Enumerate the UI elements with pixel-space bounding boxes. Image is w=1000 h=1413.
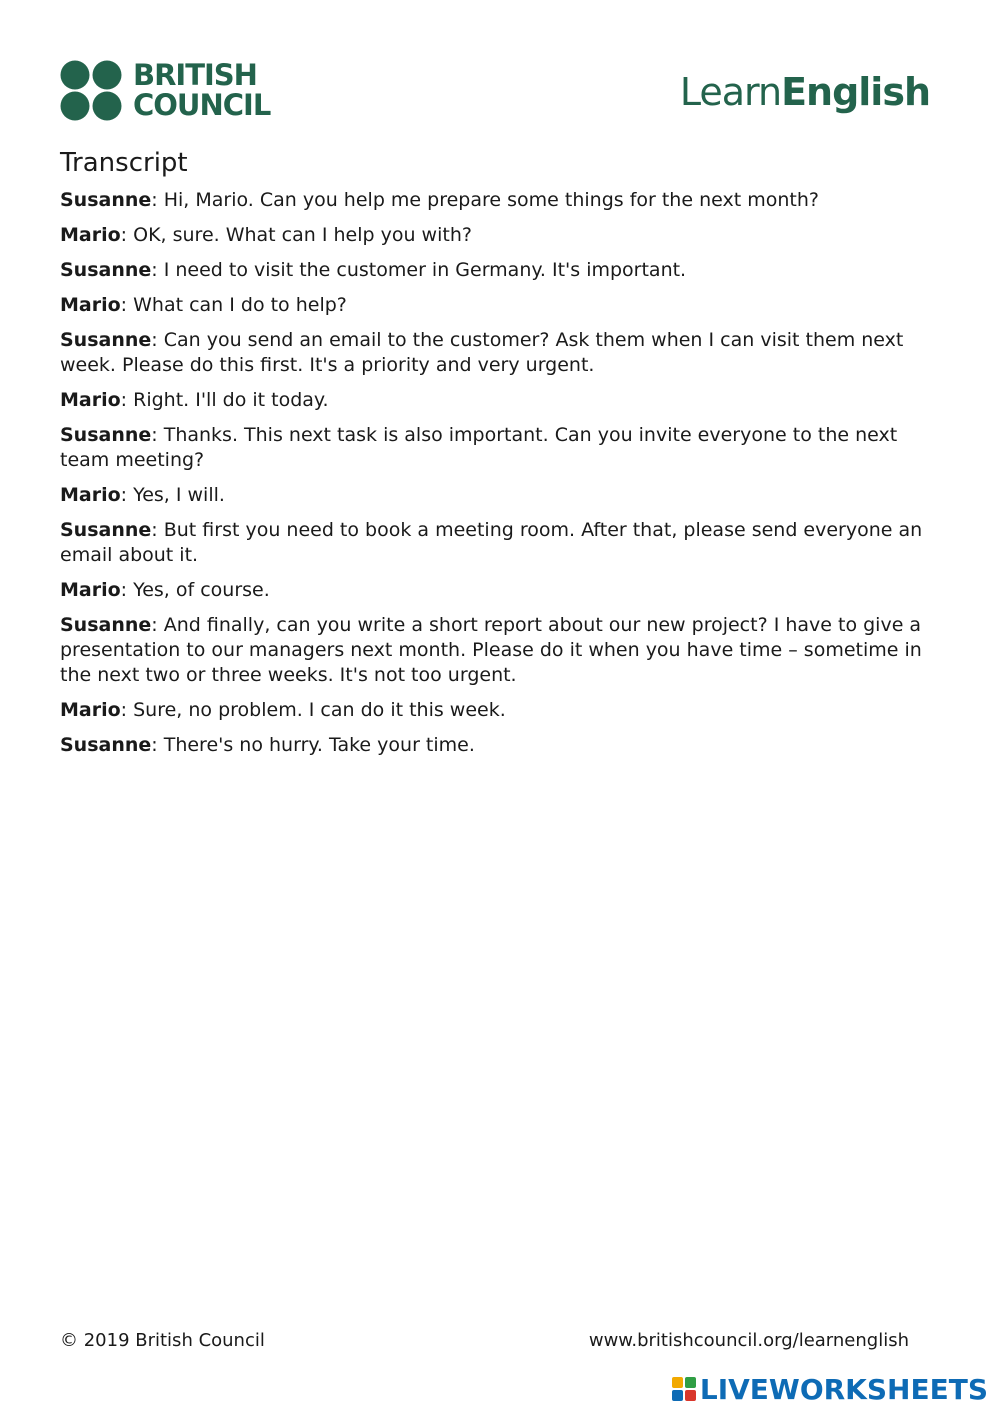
- line-text: : OK, sure. What can I help you with?: [120, 224, 472, 246]
- line-text: : What can I do to help?: [120, 294, 347, 316]
- transcript-line: [60, 518, 940, 568]
- transcript-line: [60, 613, 940, 688]
- transcript-line: [60, 223, 940, 248]
- speaker-name: Susanne: [60, 189, 152, 211]
- line-text: : I need to visit the customer in Germany. It's important.: [151, 259, 687, 281]
- british-council-logo-text: BRITISH COUNCIL: [133, 58, 271, 122]
- transcript-line: [60, 733, 940, 758]
- line-text: : Yes, I will.: [120, 484, 225, 506]
- footer-copyright: © 2019 British Council: [60, 1330, 265, 1351]
- transcript-line: [60, 483, 940, 508]
- line-text: : Hi, Mario. Can you help me prepare some things for the next month?: [151, 189, 819, 211]
- line-text: : Thanks. This next task is also important. Can you invite everyone to the next team meeting?: [60, 424, 898, 471]
- speaker-name: Susanne: [60, 519, 152, 541]
- speaker-name: Mario: [60, 224, 121, 246]
- british-council-logo: [60, 60, 275, 122]
- speaker-name: Susanne: [60, 424, 152, 446]
- speaker-name: Mario: [60, 579, 121, 601]
- line-text: : Can you send an email to the customer? Ask them when I can visit them next week. Please do this first. It's a priority and very urgent.: [60, 329, 904, 376]
- line-text: : Sure, no problem. I can do it this week.: [120, 699, 506, 721]
- line-text: : There's no hurry. Take your time.: [151, 734, 475, 756]
- speaker-name: Susanne: [60, 329, 152, 351]
- line-text: : And finally, can you write a short report about our new project? I have to give a presentation to our managers next month. Please do it when you have time – sometime in the next two or three weeks. It's not too urgent.: [60, 614, 922, 686]
- speaker-name: Susanne: [60, 734, 152, 756]
- transcript-line: [60, 578, 940, 603]
- transcript-line: [60, 698, 940, 723]
- transcript-line: [60, 258, 940, 283]
- speaker-name: Susanne: [60, 259, 152, 281]
- speaker-name: Mario: [60, 699, 121, 721]
- liveworksheets-icon: [672, 1377, 696, 1401]
- learnenglish-logo-bold: English: [781, 70, 930, 114]
- line-text: : Yes, of course.: [120, 579, 270, 601]
- line-text: : Right. I'll do it today.: [120, 389, 329, 411]
- learnenglish-logo: [680, 70, 930, 114]
- transcript-line: [60, 293, 940, 318]
- speaker-name: Mario: [60, 389, 121, 411]
- liveworksheets-text: LIVEWORKSHEETS: [699, 1372, 988, 1406]
- speaker-name: Mario: [60, 484, 121, 506]
- footer-url: www.britishcouncil.org/learnenglish: [588, 1330, 909, 1351]
- transcript: [60, 188, 940, 768]
- transcript-line: [60, 328, 940, 378]
- speaker-name: Susanne: [60, 614, 152, 636]
- transcript-line: [60, 388, 940, 413]
- transcript-line: [60, 188, 940, 213]
- transcript-line: [60, 423, 940, 473]
- speaker-name: Mario: [60, 294, 121, 316]
- line-text: : But first you need to book a meeting room. After that, please send everyone an email about it.: [60, 519, 923, 566]
- british-council-dots-icon: [60, 60, 124, 122]
- learnenglish-logo-light: Learn: [679, 70, 782, 114]
- liveworksheets-watermark: [672, 1373, 988, 1405]
- page-title: Transcript: [60, 148, 188, 178]
